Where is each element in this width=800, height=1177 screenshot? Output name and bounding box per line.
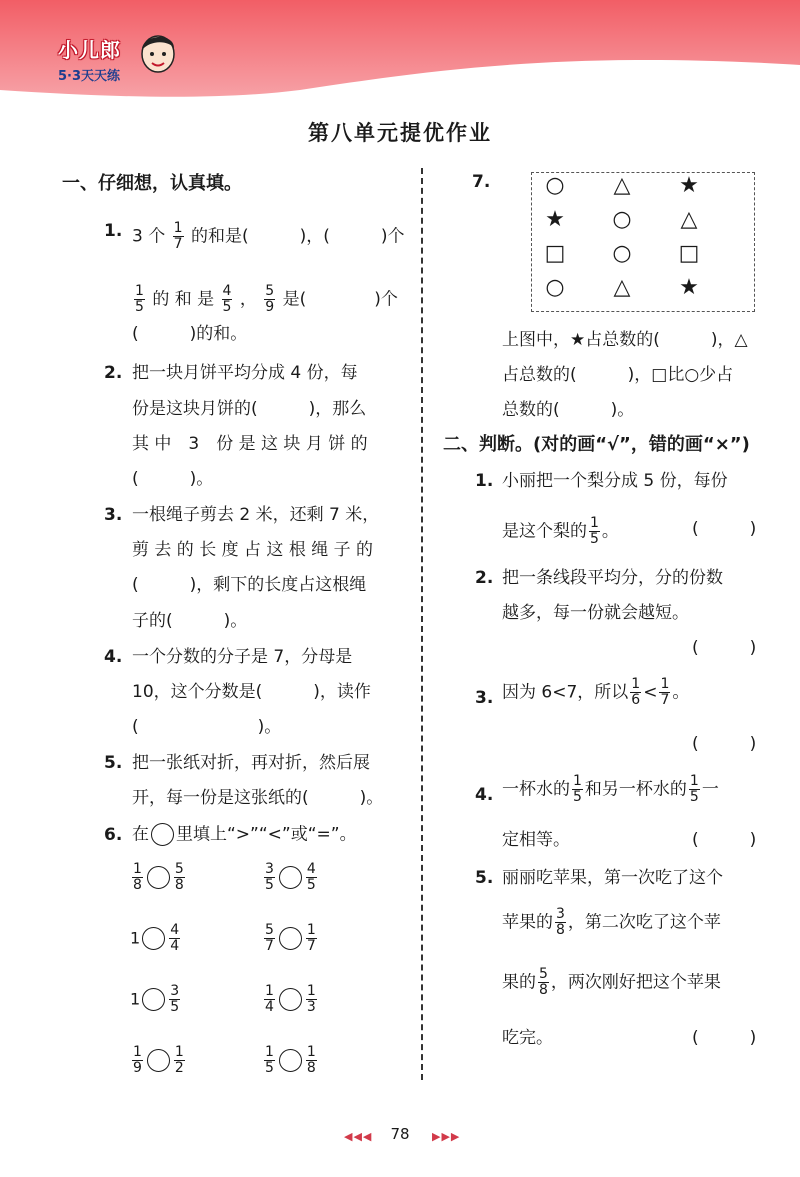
j5-line2 [502,907,721,938]
q1-frac2 [134,284,145,315]
q6-answer-circle[interactable] [279,1049,302,1072]
j5-line1: 丽丽吃苹果，第一次吃了这个 [502,868,723,888]
q6-left-den: 7 [265,938,274,954]
q2-line3: 其 中 3 份 是 这 块 月 饼 的 [132,434,368,454]
j4-answer-paren: ( ) [692,830,757,850]
q6-answer-circle[interactable] [279,927,302,950]
q2-line2: 份是这块月饼的( )，那么 [132,399,367,419]
q7-line3: 总数的( )。 [502,400,635,420]
j5-frac2-den: 8 [539,982,548,998]
circle-icon [151,823,174,846]
j5-frac2 [538,967,549,998]
q1-text-e: 是( )个 [282,289,398,310]
q1-line1 [132,221,405,252]
q6-left-frac [264,1045,275,1076]
square-icon: □ [651,365,668,385]
q1-number: 1. [104,221,123,241]
q6-right-den: 8 [306,1060,316,1076]
q1-frac1-den: 7 [173,236,183,252]
q6-right-frac [174,1045,185,1076]
q6-right-frac [169,984,180,1015]
q6-comparison-item [262,923,319,954]
j4-frac1-num: 1 [573,773,582,789]
q3-number: 3. [104,505,123,525]
q6-left-den: 5 [265,1060,274,1076]
j4-line2: 定相等。 [502,830,570,850]
q7-l2b: 比 [667,365,685,385]
q6-right-frac [169,923,180,954]
q1-frac4-num: 5 [265,283,275,299]
q6-right-frac [306,1045,317,1076]
q6-right-num: 1 [306,983,316,999]
section2-heading: 二、判断。(对的画“√”，错的画“×”) [443,434,750,455]
brand-logo [58,34,121,84]
q6-number: 6. [104,825,123,845]
q6-pre: 在 [132,824,149,845]
q6-left-frac [264,984,275,1015]
circle-shape-icon: ○ [545,275,565,300]
q6-right-den: 7 [306,938,316,954]
q6-right-frac [306,984,317,1015]
triangle-icon: △ [613,173,631,198]
q2-number: 2. [104,363,123,383]
q6-left-num: 1 [265,983,274,999]
q6-right-den: 8 [174,877,184,893]
star-icon: ★ [679,275,699,300]
q6-left-den: 5 [265,877,274,893]
q4-line2: 10，这个分数是( )，读作 [132,682,371,702]
square-icon: □ [544,241,566,266]
j3-number: 3. [475,688,494,708]
q6-comparison-item [262,984,319,1015]
q1-frac2-den: 5 [135,299,144,315]
q6-right-frac [306,923,317,954]
square-icon: □ [678,241,700,266]
right-arrows-icon: ▶▶▶ [432,1130,461,1143]
q6-left-num: 1 [133,861,142,877]
star-icon: ★ [545,207,565,232]
j4-frac2-den: 5 [689,789,699,805]
j1-frac-den: 5 [590,531,599,547]
j5-l3b: ，两次刚好把这个苹果 [550,972,721,993]
q6-right-num: 4 [170,922,180,938]
j4-c: 一 [701,779,719,800]
q3-line2: 剪 去 的 长 度 占 这 根 绳 子 的 [132,540,374,560]
page-title: 第八单元提优作业 [308,121,492,145]
j4-a: 一杯水的 [502,779,570,800]
j3-frac1-den: 6 [631,692,641,708]
q1-text-b: 的和是( )，( )个 [190,226,405,247]
q6-text: 里填上“>”“<”或“=”。 [176,824,357,845]
q6-left-frac [132,862,143,893]
q7-line2 [502,365,733,385]
q5-number: 5. [104,753,123,773]
q6-right-num: 5 [174,861,184,877]
q1-frac1-num: 1 [173,220,183,236]
q3-line3: ( )，剩下的长度占这根绳 [132,575,367,595]
q1-frac1 [173,221,184,252]
q6-answer-circle[interactable] [147,866,170,889]
q6-left-frac [264,862,275,893]
q4-line1: 一个分数的分子是 7，分母是 [132,647,353,667]
q3-line4: 子的( )。 [132,611,248,631]
j1-number: 1. [475,471,494,491]
q6-instruction [132,823,357,846]
q7-l2a: 占总数的( )， [502,365,652,385]
q6-right-frac [174,862,185,893]
q6-comparison-item [262,1045,319,1076]
triangle-icon: △ [734,330,748,350]
q7-number: 7. [472,172,491,192]
j1-frac-num: 1 [590,515,599,531]
q3-line1: 一根绳子剪去 2 米，还剩 7 米， [132,505,380,525]
j3-frac1 [630,677,641,708]
j5-frac1-den: 8 [556,922,565,938]
left-arrows-icon: ◀◀◀ [344,1130,373,1143]
mascot-icon [136,28,180,78]
q6-comparison-item [130,1045,187,1076]
q6-right-num: 1 [306,922,316,938]
j1-l2e: 。 [601,521,619,542]
q1-frac3-num: 4 [222,283,232,299]
q6-answer-circle[interactable] [279,866,302,889]
q6-left-num: 3 [265,861,274,877]
q6-right-num: 1 [174,1044,184,1060]
page-number: 78 [390,1125,410,1143]
q6-right-num: 1 [306,1044,316,1060]
j5-l2a: 苹果的 [502,912,553,933]
j2-number: 2. [475,568,494,588]
circle-shape-icon: ○ [612,241,632,266]
j5-line3 [502,967,721,998]
circle-shape-icon: ○ [684,365,700,385]
circle-shape-icon: ○ [612,207,632,232]
j4-line1 [502,774,719,805]
q1-frac3-den: 5 [222,299,232,315]
q6-left-frac [264,923,275,954]
q2-line1: 把一块月饼平均分成 4 份，每 [132,363,358,383]
q6-left-num: 5 [265,922,274,938]
column-divider [421,168,423,1080]
q1-text-d: ， [239,289,257,310]
section1-heading: 一、仔细想，认真填。 [62,173,242,194]
q1-frac4-den: 9 [265,299,275,315]
q1-frac3 [222,284,233,315]
q6-left-den: 9 [133,1060,142,1076]
q6-left-num: 1 [265,1044,274,1060]
q1-line2 [132,284,398,315]
j5-answer-paren: ( ) [692,1028,757,1048]
j1-line2 [502,516,619,547]
q6-right-frac [306,862,317,893]
q6-left-whole: 1 [130,928,141,948]
q7-l2c: 少占 [699,365,734,385]
q7-l1a: 上图中， [502,330,570,350]
star-icon: ★ [679,173,699,198]
j3-lt: < [643,682,658,703]
j3-a: 因为 6<7，所以 [502,682,629,703]
q7-l1b: 占总数的( )， [585,330,735,350]
q6-right-num: 4 [306,861,316,877]
q6-answer-circle[interactable] [142,927,165,950]
q7-shape-box [531,172,755,312]
j2-answer-paren: ( ) [692,638,757,658]
j4-b: 和另一杯水的 [584,779,687,800]
j3-frac2-num: 1 [660,676,670,692]
q6-right-num: 3 [170,983,180,999]
star-icon: ★ [570,330,586,350]
j5-frac2-num: 5 [539,966,548,982]
q6-answer-circle[interactable] [147,1049,170,1072]
q1-frac2-num: 1 [135,283,144,299]
circle-shape-icon: ○ [545,173,565,198]
j4-frac2-num: 1 [689,773,699,789]
j2-line1: 把一条线段平均分，分的份数 [502,568,723,588]
j4-frac1-den: 5 [573,789,582,805]
q6-comparison-item [130,923,182,954]
q4-number: 4. [104,647,123,667]
q4-line3: ( )。 [132,717,282,737]
series-name: 5·3天天练 [58,69,121,84]
q6-left-den: 8 [133,877,142,893]
q6-right-den: 3 [306,999,316,1015]
q6-right-den: 5 [170,999,180,1015]
j5-frac1 [555,907,566,938]
j4-frac2 [689,774,700,805]
q6-answer-circle[interactable] [142,988,165,1011]
j4-frac1 [572,774,583,805]
j1-answer-paren: ( ) [692,519,757,539]
j1-l2: 是这个梨的 [502,521,587,542]
j3-e: 。 [672,682,690,703]
q6-right-den: 5 [306,877,316,893]
j5-number: 5. [475,868,494,888]
q6-comparison-item [262,862,319,893]
brand-name: 小儿郎 [58,38,121,62]
j3-frac1-num: 1 [631,676,641,692]
j3-frac2-den: 7 [660,692,670,708]
j3-frac2 [659,677,670,708]
j2-line2: 越多，每一份就会越短。 [502,603,689,623]
q6-right-den: 2 [174,1060,184,1076]
triangle-icon: △ [613,275,631,300]
j5-line4: 吃完。 [502,1028,553,1048]
j4-number: 4. [475,785,494,805]
q2-line4: ( )。 [132,469,214,489]
j1-line1: 小丽把一个梨分成 5 份，每份 [502,471,728,491]
q1-text-a: 3 个 [132,226,166,247]
q7-line1 [502,330,748,350]
q6-left-den: 4 [265,999,274,1015]
q6-comparison-item [130,984,182,1015]
q1-line3: ( )的和。 [132,324,248,344]
q5-line1: 把一张纸对折，再对折，然后展 [132,753,370,773]
j3-line1 [502,677,689,708]
q6-right-den: 4 [170,938,180,954]
j5-l2b: ，第二次吃了这个苹 [567,912,721,933]
j1-frac [589,516,600,547]
q6-answer-circle[interactable] [279,988,302,1011]
q6-left-whole: 1 [130,989,141,1009]
j5-l3a: 果的 [502,972,536,993]
q5-line2: 开，每一份是这张纸的( )。 [132,788,384,808]
q6-left-num: 1 [133,1044,142,1060]
q6-comparison-item [130,862,187,893]
j3-answer-paren: ( ) [692,734,757,754]
q1-frac4 [264,284,275,315]
q1-text-c: 的 和 是 [152,289,215,310]
triangle-icon: △ [680,207,698,232]
j5-frac1-num: 3 [556,906,565,922]
q6-left-frac [132,1045,143,1076]
